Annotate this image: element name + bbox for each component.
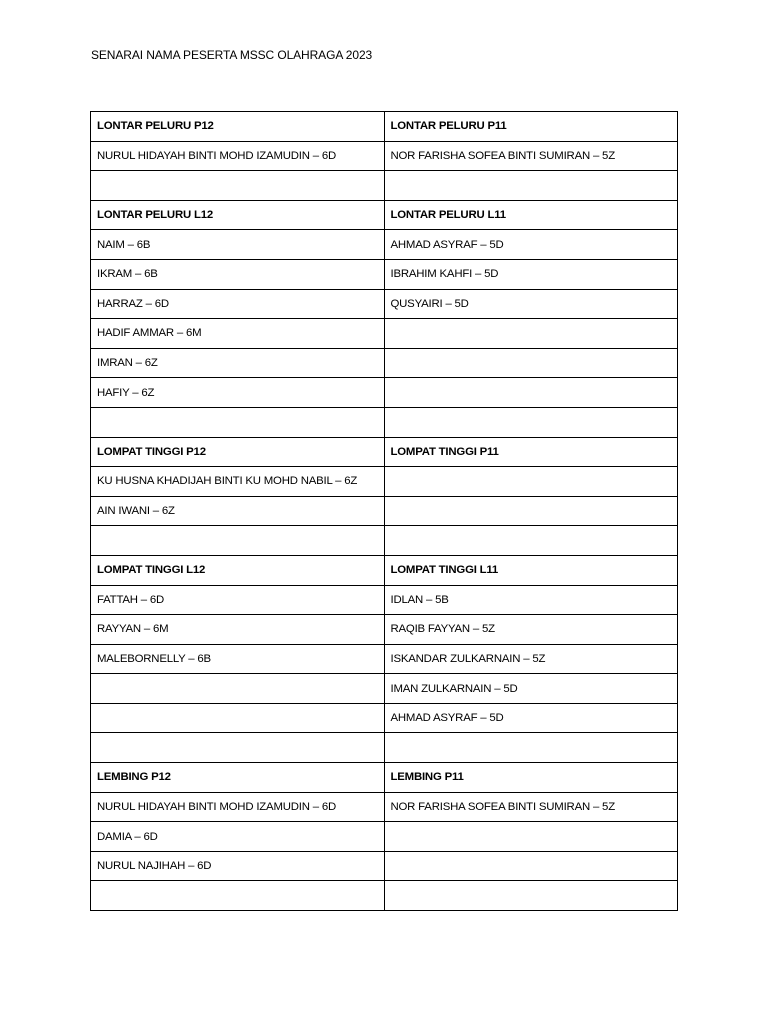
participant-cell-right [384,526,678,556]
participant-cell-left [91,733,385,763]
participant-cell-left: NAIM – 6B [91,230,385,260]
event-header-row [91,200,678,230]
participant-cell-right: QUSYAIRI – 5D [384,289,678,319]
participant-cell-right [384,851,678,881]
event-title-right: LOMPAT TINGGI P11 [384,437,678,467]
table-row [91,526,678,556]
participant-cell-left: RAYYAN – 6M [91,615,385,645]
table-row [91,585,678,615]
participant-cell-right [384,171,678,201]
participant-cell-right [384,407,678,437]
participant-cell-left [91,171,385,201]
participant-cell-right: NOR FARISHA SOFEA BINTI SUMIRAN – 5Z [384,792,678,822]
participant-cell-right [384,496,678,526]
table-row [91,496,678,526]
participant-cell-left: AIN IWANI – 6Z [91,496,385,526]
participant-cell-right [384,881,678,911]
participant-cell-right [384,319,678,349]
participant-cell-left: MALEBORNELLY – 6B [91,644,385,674]
event-title-right: LONTAR PELURU P11 [384,112,678,142]
participant-cell-left: NURUL NAJIHAH – 6D [91,851,385,881]
participant-cell-left: DAMIA – 6D [91,822,385,852]
participant-cell-right [384,733,678,763]
event-title-right: LONTAR PELURU L11 [384,200,678,230]
table-row [91,881,678,911]
event-title-left: LOMPAT TINGGI P12 [91,437,385,467]
table-row [91,792,678,822]
event-header-row [91,437,678,467]
participant-cell-right: IDLAN – 5B [384,585,678,615]
participant-cell-left: HADIF AMMAR – 6M [91,319,385,349]
participant-cell-right: AHMAD ASYRAF – 5D [384,230,678,260]
table-row [91,348,678,378]
table-row [91,407,678,437]
participant-cell-right: RAQIB FAYYAN – 5Z [384,615,678,645]
table-row [91,289,678,319]
participant-cell-left: IMRAN – 6Z [91,348,385,378]
participant-cell-left [91,407,385,437]
participant-table [90,111,678,911]
table-row [91,644,678,674]
table-row [91,259,678,289]
participant-cell-right [384,822,678,852]
table-row [91,615,678,645]
participant-cell-right: AHMAD ASYRAF – 5D [384,703,678,733]
participant-cell-right [384,467,678,497]
participant-cell-right [384,348,678,378]
participant-cell-right: IMAN ZULKARNAIN – 5D [384,674,678,704]
event-header-row [91,763,678,793]
participant-cell-left: NURUL HIDAYAH BINTI MOHD IZAMUDIN – 6D [91,141,385,171]
document-title: SENARAI NAMA PESERTA MSSC OLAHRAGA 2023 [91,48,373,62]
table-row [91,378,678,408]
event-title-right: LOMPAT TINGGI L11 [384,555,678,585]
participant-table-body [91,112,678,911]
participant-cell-left: HARRAZ – 6D [91,289,385,319]
participant-cell-left: IKRAM – 6B [91,259,385,289]
table-row [91,822,678,852]
participant-cell-right: NOR FARISHA SOFEA BINTI SUMIRAN – 5Z [384,141,678,171]
participant-cell-left: KU HUSNA KHADIJAH BINTI KU MOHD NABIL – 6Z [91,467,385,497]
participant-cell-left: FATTAH – 6D [91,585,385,615]
table-row [91,851,678,881]
table-row [91,171,678,201]
participant-cell-left [91,881,385,911]
table-row [91,141,678,171]
event-header-row [91,112,678,142]
participant-cell-left [91,526,385,556]
event-title-right: LEMBING P11 [384,763,678,793]
participant-cell-right [384,378,678,408]
table-row [91,467,678,497]
table-row [91,230,678,260]
table-row [91,703,678,733]
table-row [91,319,678,349]
event-title-left: LONTAR PELURU P12 [91,112,385,142]
participant-cell-left [91,703,385,733]
participant-cell-right: ISKANDAR ZULKARNAIN – 5Z [384,644,678,674]
table-row [91,674,678,704]
event-title-left: LOMPAT TINGGI L12 [91,555,385,585]
table-row [91,733,678,763]
event-header-row [91,555,678,585]
event-title-left: LEMBING P12 [91,763,385,793]
participant-cell-right: IBRAHIM KAHFI – 5D [384,259,678,289]
event-title-left: LONTAR PELURU L12 [91,200,385,230]
participant-cell-left: HAFIY – 6Z [91,378,385,408]
participant-cell-left: NURUL HIDAYAH BINTI MOHD IZAMUDIN – 6D [91,792,385,822]
participant-cell-left [91,674,385,704]
